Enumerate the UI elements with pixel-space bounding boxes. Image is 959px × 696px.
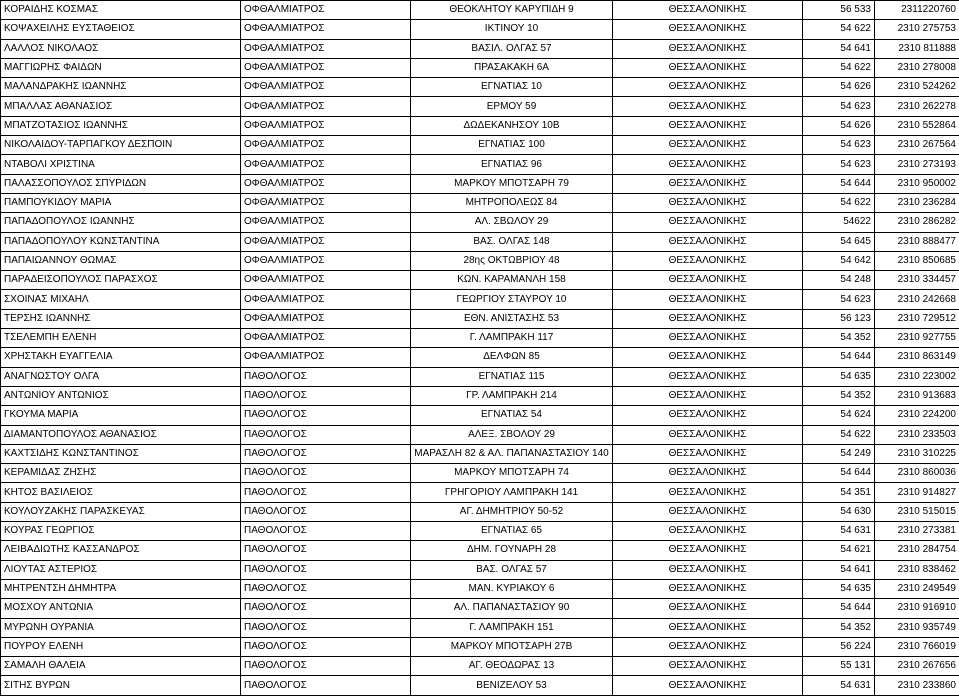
table-row bbox=[1, 386, 959, 405]
doctor-name-cell: ΓΚΟΥΜΑ ΜΑΡΙΑ bbox=[1, 406, 241, 425]
phone-cell: 2310 275753 bbox=[875, 20, 959, 39]
city-cell: ΘΕΣΣΑΛΟΝΙΚΗΣ bbox=[613, 425, 803, 444]
table-row bbox=[1, 329, 959, 348]
postal-code-cell: 54 248 bbox=[803, 271, 875, 290]
specialty-cell: ΟΦΘΑΛΜΙΑΤΡΟΣ bbox=[241, 348, 411, 367]
city-cell: ΘΕΣΣΑΛΟΝΙΚΗΣ bbox=[613, 251, 803, 270]
postal-code-cell: 54 626 bbox=[803, 116, 875, 135]
address-cell: ΜΑΡΑΣΛΗ 82 & ΑΛ. ΠΑΠΑΝΑΣΤΑΣΙΟΥ 140 bbox=[411, 444, 613, 463]
doctor-name-cell: ΜΠΑΛΛΑΣ ΑΘΑΝΑΣΙΟΣ bbox=[1, 97, 241, 116]
address-cell: ΕΡΜΟΥ 59 bbox=[411, 97, 613, 116]
postal-code-cell: 54 352 bbox=[803, 386, 875, 405]
table-row bbox=[1, 290, 959, 309]
specialty-cell: ΟΦΘΑΛΜΙΑΤΡΟΣ bbox=[241, 309, 411, 328]
specialty-cell: ΟΦΘΑΛΜΙΑΤΡΟΣ bbox=[241, 20, 411, 39]
table-row bbox=[1, 193, 959, 212]
address-cell: ΒΑΣ. ΟΛΓΑΣ 57 bbox=[411, 560, 613, 579]
address-cell: ΘΕΟΚΛΗΤΟΥ ΚΑΡΥΠΙΔΗ 9 bbox=[411, 1, 613, 20]
postal-code-cell: 54 645 bbox=[803, 232, 875, 251]
phone-cell: 2310 916910 bbox=[875, 599, 959, 618]
postal-code-cell: 54 249 bbox=[803, 444, 875, 463]
specialty-cell: ΟΦΘΑΛΜΙΑΤΡΟΣ bbox=[241, 155, 411, 174]
phone-cell: 2310 242668 bbox=[875, 290, 959, 309]
postal-code-cell: 54 630 bbox=[803, 502, 875, 521]
doctor-name-cell: ΚΕΡΑΜΙΔΑΣ ΖΗΣΗΣ bbox=[1, 464, 241, 483]
specialty-cell: ΟΦΘΑΛΜΙΑΤΡΟΣ bbox=[241, 58, 411, 77]
city-cell: ΘΕΣΣΑΛΟΝΙΚΗΣ bbox=[613, 39, 803, 58]
specialty-cell: ΟΦΘΑΛΜΙΑΤΡΟΣ bbox=[241, 1, 411, 20]
postal-code-cell: 54 622 bbox=[803, 58, 875, 77]
doctor-name-cell: ΜΟΣΧΟΥ ΑΝΤΩΝΙΑ bbox=[1, 599, 241, 618]
address-cell: ΑΛΕΞ. ΣΒΟΛΟΥ 29 bbox=[411, 425, 613, 444]
postal-code-cell: 54 644 bbox=[803, 174, 875, 193]
phone-cell: 2310 224200 bbox=[875, 406, 959, 425]
phone-cell: 2310 284754 bbox=[875, 541, 959, 560]
table-row bbox=[1, 444, 959, 463]
address-cell: ΒΑΣ. ΟΛΓΑΣ 148 bbox=[411, 232, 613, 251]
phone-cell: 2310 888477 bbox=[875, 232, 959, 251]
doctor-name-cell: ΜΠΑΤΖΟΤΑΣΙΟΣ ΙΩΑΝΝΗΣ bbox=[1, 116, 241, 135]
city-cell: ΘΕΣΣΑΛΟΝΙΚΗΣ bbox=[613, 213, 803, 232]
specialty-cell: ΠΑΘΟΛΟΓΟΣ bbox=[241, 464, 411, 483]
city-cell: ΘΕΣΣΑΛΟΝΙΚΗΣ bbox=[613, 193, 803, 212]
address-cell: ΑΛ. ΠΑΠΑΝΑΣΤΑΣΙΟΥ 90 bbox=[411, 599, 613, 618]
postal-code-cell: 54 644 bbox=[803, 464, 875, 483]
city-cell: ΘΕΣΣΑΛΟΝΙΚΗΣ bbox=[613, 1, 803, 20]
doctor-name-cell: ΝΙΚΟΛΑΙΔΟΥ-ΤΑΡΠΑΓΚΟΥ ΔΕΣΠΟΙΝ bbox=[1, 136, 241, 155]
phone-cell: 2310 863149 bbox=[875, 348, 959, 367]
phone-cell: 2310 278008 bbox=[875, 58, 959, 77]
address-cell: 28ης ΟΚΤΩΒΡΙΟΥ 48 bbox=[411, 251, 613, 270]
phone-cell: 2310 729512 bbox=[875, 309, 959, 328]
city-cell: ΘΕΣΣΑΛΟΝΙΚΗΣ bbox=[613, 541, 803, 560]
table-row bbox=[1, 367, 959, 386]
phone-cell: 2310 233503 bbox=[875, 425, 959, 444]
address-cell: ΚΩΝ. ΚΑΡΑΜΑΝΛΗ 158 bbox=[411, 271, 613, 290]
address-cell: ΑΓ. ΔΗΜΗΤΡΙΟΥ 50-52 bbox=[411, 502, 613, 521]
table-row bbox=[1, 618, 959, 637]
address-cell: ΔΗΜ. ΓΟΥΝΑΡΗ 28 bbox=[411, 541, 613, 560]
table-row bbox=[1, 502, 959, 521]
table-row bbox=[1, 483, 959, 502]
specialty-cell: ΠΑΘΟΛΟΓΟΣ bbox=[241, 406, 411, 425]
address-cell: ΑΓ. ΘΕΟΔΩΡΑΣ 13 bbox=[411, 657, 613, 676]
specialty-cell: ΟΦΘΑΛΜΙΑΤΡΟΣ bbox=[241, 251, 411, 270]
specialty-cell: ΟΦΘΑΛΜΙΑΤΡΟΣ bbox=[241, 39, 411, 58]
address-cell: ΜΑΡΚΟΥ ΜΠΟΤΣΑΡΗ 27Β bbox=[411, 637, 613, 656]
postal-code-cell: 54 631 bbox=[803, 522, 875, 541]
doctor-name-cell: ΜΑΓΓΙΩΡΗΣ ΦΑΙΔΩΝ bbox=[1, 58, 241, 77]
phone-cell: 2310 273381 bbox=[875, 522, 959, 541]
specialty-cell: ΠΑΘΟΛΟΓΟΣ bbox=[241, 579, 411, 598]
city-cell: ΘΕΣΣΑΛΟΝΙΚΗΣ bbox=[613, 290, 803, 309]
specialty-cell: ΠΑΘΟΛΟΓΟΣ bbox=[241, 676, 411, 695]
address-cell: ΕΓΝΑΤΙΑΣ 96 bbox=[411, 155, 613, 174]
table-row bbox=[1, 579, 959, 598]
postal-code-cell: 54 621 bbox=[803, 541, 875, 560]
phone-cell: 2310 223002 bbox=[875, 367, 959, 386]
phone-cell: 2311220760 bbox=[875, 1, 959, 20]
city-cell: ΘΕΣΣΑΛΟΝΙΚΗΣ bbox=[613, 136, 803, 155]
doctor-name-cell: ΠΑΠΑΙΩΑΝΝΟΥ ΘΩΜΑΣ bbox=[1, 251, 241, 270]
doctor-name-cell: ΔΙΑΜΑΝΤΟΠΟΥΛΟΣ ΑΘΑΝΑΣΙΟΣ bbox=[1, 425, 241, 444]
city-cell: ΘΕΣΣΑΛΟΝΙΚΗΣ bbox=[613, 579, 803, 598]
postal-code-cell: 54 624 bbox=[803, 406, 875, 425]
specialty-cell: ΠΑΘΟΛΟΓΟΣ bbox=[241, 522, 411, 541]
table-row bbox=[1, 213, 959, 232]
city-cell: ΘΕΣΣΑΛΟΝΙΚΗΣ bbox=[613, 329, 803, 348]
address-cell: ΒΕΝΙΖΕΛΟΥ 53 bbox=[411, 676, 613, 695]
postal-code-cell: 54622 bbox=[803, 213, 875, 232]
table-row bbox=[1, 309, 959, 328]
table-row bbox=[1, 676, 959, 695]
postal-code-cell: 54 623 bbox=[803, 136, 875, 155]
postal-code-cell: 55 131 bbox=[803, 657, 875, 676]
phone-cell: 2310 811888 bbox=[875, 39, 959, 58]
specialty-cell: ΟΦΘΑΛΜΙΑΤΡΟΣ bbox=[241, 174, 411, 193]
address-cell: ΓΡΗΓΟΡΙΟΥ ΛΑΜΠΡΑΚΗ 141 bbox=[411, 483, 613, 502]
phone-cell: 2310 267564 bbox=[875, 136, 959, 155]
postal-code-cell: 54 631 bbox=[803, 676, 875, 695]
city-cell: ΘΕΣΣΑΛΟΝΙΚΗΣ bbox=[613, 116, 803, 135]
table-row bbox=[1, 560, 959, 579]
doctor-name-cell: ΠΑΠΑΔΟΠΟΥΛΟΥ ΚΩΝΣΤΑΝΤΙΝΑ bbox=[1, 232, 241, 251]
doctor-name-cell: ΣΧΟΙΝΑΣ ΜΙΧΑΗΛ bbox=[1, 290, 241, 309]
table-row bbox=[1, 116, 959, 135]
specialty-cell: ΟΦΘΑΛΜΙΑΤΡΟΣ bbox=[241, 271, 411, 290]
table-body bbox=[1, 1, 959, 696]
city-cell: ΘΕΣΣΑΛΟΝΙΚΗΣ bbox=[613, 560, 803, 579]
doctor-name-cell: ΠΟΥΡΟΥ ΕΛΕΝΗ bbox=[1, 637, 241, 656]
phone-cell: 2310 273193 bbox=[875, 155, 959, 174]
postal-code-cell: 54 635 bbox=[803, 367, 875, 386]
postal-code-cell: 54 352 bbox=[803, 618, 875, 637]
address-cell: ΓΡ. ΛΑΜΠΡΑΚΗ 214 bbox=[411, 386, 613, 405]
doctor-name-cell: ΣΑΜΑΛΗ ΘΑΛΕΙΑ bbox=[1, 657, 241, 676]
city-cell: ΘΕΣΣΑΛΟΝΙΚΗΣ bbox=[613, 657, 803, 676]
city-cell: ΘΕΣΣΑΛΟΝΙΚΗΣ bbox=[613, 155, 803, 174]
doctor-name-cell: ΤΕΡΣΗΣ ΙΩΑΝΝΗΣ bbox=[1, 309, 241, 328]
postal-code-cell: 56 123 bbox=[803, 309, 875, 328]
phone-cell: 2310 913683 bbox=[875, 386, 959, 405]
city-cell: ΘΕΣΣΑΛΟΝΙΚΗΣ bbox=[613, 406, 803, 425]
phone-cell: 2310 524262 bbox=[875, 78, 959, 97]
city-cell: ΘΕΣΣΑΛΟΝΙΚΗΣ bbox=[613, 78, 803, 97]
city-cell: ΘΕΣΣΑΛΟΝΙΚΗΣ bbox=[613, 483, 803, 502]
table-row bbox=[1, 406, 959, 425]
specialty-cell: ΠΑΘΟΛΟΓΟΣ bbox=[241, 541, 411, 560]
city-cell: ΘΕΣΣΑΛΟΝΙΚΗΣ bbox=[613, 20, 803, 39]
postal-code-cell: 54 626 bbox=[803, 78, 875, 97]
table-row bbox=[1, 20, 959, 39]
specialty-cell: ΟΦΘΑΛΜΙΑΤΡΟΣ bbox=[241, 116, 411, 135]
address-cell: Γ. ΛΑΜΠΡΑΚΗ 151 bbox=[411, 618, 613, 637]
postal-code-cell: 54 641 bbox=[803, 560, 875, 579]
phone-cell: 2310 860036 bbox=[875, 464, 959, 483]
table-row bbox=[1, 97, 959, 116]
postal-code-cell: 54 351 bbox=[803, 483, 875, 502]
table-row bbox=[1, 136, 959, 155]
specialty-cell: ΠΑΘΟΛΟΓΟΣ bbox=[241, 386, 411, 405]
phone-cell: 2310 766019 bbox=[875, 637, 959, 656]
table-row bbox=[1, 251, 959, 270]
doctor-name-cell: ΠΑΠΑΔΟΠΟΥΛΟΣ ΙΩΑΝΝΗΣ bbox=[1, 213, 241, 232]
postal-code-cell: 54 352 bbox=[803, 329, 875, 348]
table-row bbox=[1, 522, 959, 541]
phone-cell: 2310 233860 bbox=[875, 676, 959, 695]
specialty-cell: ΠΑΘΟΛΟΓΟΣ bbox=[241, 444, 411, 463]
doctor-name-cell: ΚΗΤΟΣ ΒΑΣΙΛΕΙΟΣ bbox=[1, 483, 241, 502]
postal-code-cell: 54 635 bbox=[803, 579, 875, 598]
address-cell: ΜΑΡΚΟΥ ΜΠΟΤΣΑΡΗ 74 bbox=[411, 464, 613, 483]
city-cell: ΘΕΣΣΑΛΟΝΙΚΗΣ bbox=[613, 58, 803, 77]
specialty-cell: ΟΦΘΑΛΜΙΑΤΡΟΣ bbox=[241, 193, 411, 212]
address-cell: ΕΓΝΑΤΙΑΣ 54 bbox=[411, 406, 613, 425]
doctor-name-cell: ΠΑΜΠΟΥΚΙΔΟΥ ΜΑΡΙΑ bbox=[1, 193, 241, 212]
doctor-name-cell: ΚΑΧΤΣΙΔΗΣ ΚΩΝΣΤΑΝΤΙΝΟΣ bbox=[1, 444, 241, 463]
table-row bbox=[1, 657, 959, 676]
city-cell: ΘΕΣΣΑΛΟΝΙΚΗΣ bbox=[613, 599, 803, 618]
address-cell: ΔΩΔΕΚΑΝΗΣΟΥ 10Β bbox=[411, 116, 613, 135]
address-cell: ΠΡΑΣΑΚΑΚΗ 6Α bbox=[411, 58, 613, 77]
address-cell: Γ. ΛΑΜΠΡΑΚΗ 117 bbox=[411, 329, 613, 348]
table-row bbox=[1, 271, 959, 290]
phone-cell: 2310 838462 bbox=[875, 560, 959, 579]
phone-cell: 2310 927755 bbox=[875, 329, 959, 348]
city-cell: ΘΕΣΣΑΛΟΝΙΚΗΣ bbox=[613, 464, 803, 483]
specialty-cell: ΠΑΘΟΛΟΓΟΣ bbox=[241, 425, 411, 444]
doctor-name-cell: ΝΤΑΒΟΛΙ ΧΡΙΣΤΙΝΑ bbox=[1, 155, 241, 174]
doctor-name-cell: ΚΟΨΑΧΕΙΛΗΣ ΕΥΣΤΑΘΕΙΟΣ bbox=[1, 20, 241, 39]
doctor-name-cell: ΑΝΤΩΝΙΟΥ ΑΝΤΩΝΙΟΣ bbox=[1, 386, 241, 405]
phone-cell: 2310 310225 bbox=[875, 444, 959, 463]
city-cell: ΘΕΣΣΑΛΟΝΙΚΗΣ bbox=[613, 97, 803, 116]
table-row bbox=[1, 174, 959, 193]
specialty-cell: ΟΦΘΑΛΜΙΑΤΡΟΣ bbox=[241, 213, 411, 232]
specialty-cell: ΟΦΘΑΛΜΙΑΤΡΟΣ bbox=[241, 78, 411, 97]
city-cell: ΘΕΣΣΑΛΟΝΙΚΗΣ bbox=[613, 637, 803, 656]
address-cell: ΔΕΛΦΩΝ 85 bbox=[411, 348, 613, 367]
doctor-name-cell: ΚΟΡΑΙΔΗΣ ΚΟΣΜΑΣ bbox=[1, 1, 241, 20]
postal-code-cell: 54 622 bbox=[803, 193, 875, 212]
city-cell: ΘΕΣΣΑΛΟΝΙΚΗΣ bbox=[613, 367, 803, 386]
specialty-cell: ΟΦΘΑΛΜΙΑΤΡΟΣ bbox=[241, 136, 411, 155]
city-cell: ΘΕΣΣΑΛΟΝΙΚΗΣ bbox=[613, 271, 803, 290]
postal-code-cell: 54 623 bbox=[803, 290, 875, 309]
city-cell: ΘΕΣΣΑΛΟΝΙΚΗΣ bbox=[613, 386, 803, 405]
specialty-cell: ΟΦΘΑΛΜΙΑΤΡΟΣ bbox=[241, 97, 411, 116]
address-cell: ΕΓΝΑΤΙΑΣ 65 bbox=[411, 522, 613, 541]
doctor-name-cell: ΑΝΑΓΝΩΣΤΟΥ ΟΛΓΑ bbox=[1, 367, 241, 386]
city-cell: ΘΕΣΣΑΛΟΝΙΚΗΣ bbox=[613, 618, 803, 637]
city-cell: ΘΕΣΣΑΛΟΝΙΚΗΣ bbox=[613, 309, 803, 328]
phone-cell: 2310 334457 bbox=[875, 271, 959, 290]
doctor-name-cell: ΠΑΡΑΔΕΙΣΟΠΟΥΛΟΣ ΠΑΡΑΣΧΟΣ bbox=[1, 271, 241, 290]
specialty-cell: ΠΑΘΟΛΟΓΟΣ bbox=[241, 367, 411, 386]
specialty-cell: ΟΦΘΑΛΜΙΑΤΡΟΣ bbox=[241, 290, 411, 309]
table-row bbox=[1, 637, 959, 656]
specialty-cell: ΟΦΘΑΛΜΙΑΤΡΟΣ bbox=[241, 232, 411, 251]
postal-code-cell: 54 623 bbox=[803, 97, 875, 116]
city-cell: ΘΕΣΣΑΛΟΝΙΚΗΣ bbox=[613, 522, 803, 541]
address-cell: ΕΓΝΑΤΙΑΣ 10 bbox=[411, 78, 613, 97]
specialty-cell: ΠΑΘΟΛΟΓΟΣ bbox=[241, 483, 411, 502]
table-row bbox=[1, 58, 959, 77]
table-row bbox=[1, 1, 959, 20]
table-row bbox=[1, 464, 959, 483]
postal-code-cell: 54 644 bbox=[803, 348, 875, 367]
city-cell: ΘΕΣΣΑΛΟΝΙΚΗΣ bbox=[613, 502, 803, 521]
address-cell: ΓΕΩΡΓΙΟΥ ΣΤΑΥΡΟΥ 10 bbox=[411, 290, 613, 309]
phone-cell: 2310 552864 bbox=[875, 116, 959, 135]
phone-cell: 2310 236284 bbox=[875, 193, 959, 212]
address-cell: ΕΓΝΑΤΙΑΣ 100 bbox=[411, 136, 613, 155]
phone-cell: 2310 267656 bbox=[875, 657, 959, 676]
table-row bbox=[1, 39, 959, 58]
phone-cell: 2310 286282 bbox=[875, 213, 959, 232]
doctor-name-cell: ΜΑΛΑΝΔΡΑΚΗΣ ΙΩΑΝΝΗΣ bbox=[1, 78, 241, 97]
specialty-cell: ΠΑΘΟΛΟΓΟΣ bbox=[241, 599, 411, 618]
postal-code-cell: 56 224 bbox=[803, 637, 875, 656]
postal-code-cell: 54 644 bbox=[803, 599, 875, 618]
address-cell: ΜΗΤΡΟΠΟΛΕΩΣ 84 bbox=[411, 193, 613, 212]
postal-code-cell: 56 533 bbox=[803, 1, 875, 20]
postal-code-cell: 54 642 bbox=[803, 251, 875, 270]
specialty-cell: ΠΑΘΟΛΟΓΟΣ bbox=[241, 657, 411, 676]
doctor-name-cell: ΛΙΟΥΤΑΣ ΑΣΤΕΡΙΟΣ bbox=[1, 560, 241, 579]
table-row bbox=[1, 348, 959, 367]
phone-cell: 2310 515015 bbox=[875, 502, 959, 521]
postal-code-cell: 54 623 bbox=[803, 155, 875, 174]
doctor-name-cell: ΧΡΗΣΤΑΚΗ ΕΥΑΓΓΕΛΙΑ bbox=[1, 348, 241, 367]
address-cell: ΑΛ. ΣΒΩΛΟΥ 29 bbox=[411, 213, 613, 232]
table-row bbox=[1, 155, 959, 174]
phone-cell: 2310 850685 bbox=[875, 251, 959, 270]
phone-cell: 2310 950002 bbox=[875, 174, 959, 193]
city-cell: ΘΕΣΣΑΛΟΝΙΚΗΣ bbox=[613, 444, 803, 463]
specialty-cell: ΠΑΘΟΛΟΓΟΣ bbox=[241, 560, 411, 579]
postal-code-cell: 54 641 bbox=[803, 39, 875, 58]
table-row bbox=[1, 425, 959, 444]
city-cell: ΘΕΣΣΑΛΟΝΙΚΗΣ bbox=[613, 348, 803, 367]
doctor-name-cell: ΛΑΛΛΟΣ ΝΙΚΟΛΑΟΣ bbox=[1, 39, 241, 58]
phone-cell: 2310 914827 bbox=[875, 483, 959, 502]
phone-cell: 2310 249549 bbox=[875, 579, 959, 598]
address-cell: ΒΑΣΙΛ. ΟΛΓΑΣ 57 bbox=[411, 39, 613, 58]
address-cell: ΙΚΤΙΝΟΥ 10 bbox=[411, 20, 613, 39]
specialty-cell: ΠΑΘΟΛΟΓΟΣ bbox=[241, 502, 411, 521]
address-cell: ΕΓΝΑΤΙΑΣ 115 bbox=[411, 367, 613, 386]
phone-cell: 2310 935749 bbox=[875, 618, 959, 637]
postal-code-cell: 54 622 bbox=[803, 20, 875, 39]
table-row bbox=[1, 232, 959, 251]
table-row bbox=[1, 78, 959, 97]
doctor-name-cell: ΛΕΙΒΑΔΙΩΤΗΣ ΚΑΣΣΑΝΔΡΟΣ bbox=[1, 541, 241, 560]
doctor-name-cell: ΣΙΤΗΣ ΒΥΡΩΝ bbox=[1, 676, 241, 695]
postal-code-cell: 54 622 bbox=[803, 425, 875, 444]
specialty-cell: ΟΦΘΑΛΜΙΑΤΡΟΣ bbox=[241, 329, 411, 348]
doctor-name-cell: ΚΟΥΛΟΥΖΑΚΗΣ ΠΑΡΑΣΚΕΥΑΣ bbox=[1, 502, 241, 521]
specialty-cell: ΠΑΘΟΛΟΓΟΣ bbox=[241, 618, 411, 637]
city-cell: ΘΕΣΣΑΛΟΝΙΚΗΣ bbox=[613, 174, 803, 193]
city-cell: ΘΕΣΣΑΛΟΝΙΚΗΣ bbox=[613, 232, 803, 251]
address-cell: ΜΑΝ. ΚΥΡΙΑΚΟΥ 6 bbox=[411, 579, 613, 598]
table-row bbox=[1, 541, 959, 560]
city-cell: ΘΕΣΣΑΛΟΝΙΚΗΣ bbox=[613, 676, 803, 695]
phone-cell: 2310 262278 bbox=[875, 97, 959, 116]
doctor-name-cell: ΤΣΕΛΕΜΠΗ ΕΛΕΝΗ bbox=[1, 329, 241, 348]
address-cell: ΜΑΡΚΟΥ ΜΠΟΤΣΑΡΗ 79 bbox=[411, 174, 613, 193]
table-row bbox=[1, 599, 959, 618]
doctor-name-cell: ΜΥΡΩΝΗ ΟΥΡΑΝΙΑ bbox=[1, 618, 241, 637]
address-cell: ΕΘΝ. ΑΝΙΣΤΑΣΗΣ 53 bbox=[411, 309, 613, 328]
doctor-name-cell: ΜΗΤΡΕΝΤΣΗ ΔΗΜΗΤΡΑ bbox=[1, 579, 241, 598]
specialty-cell: ΠΑΘΟΛΟΓΟΣ bbox=[241, 637, 411, 656]
doctor-name-cell: ΠΑΛΑΣΣΟΠΟΥΛΟΣ ΣΠΥΡΙΔΩΝ bbox=[1, 174, 241, 193]
doctor-name-cell: ΚΟΥΡΑΣ ΓΕΩΡΓΙΟΣ bbox=[1, 522, 241, 541]
